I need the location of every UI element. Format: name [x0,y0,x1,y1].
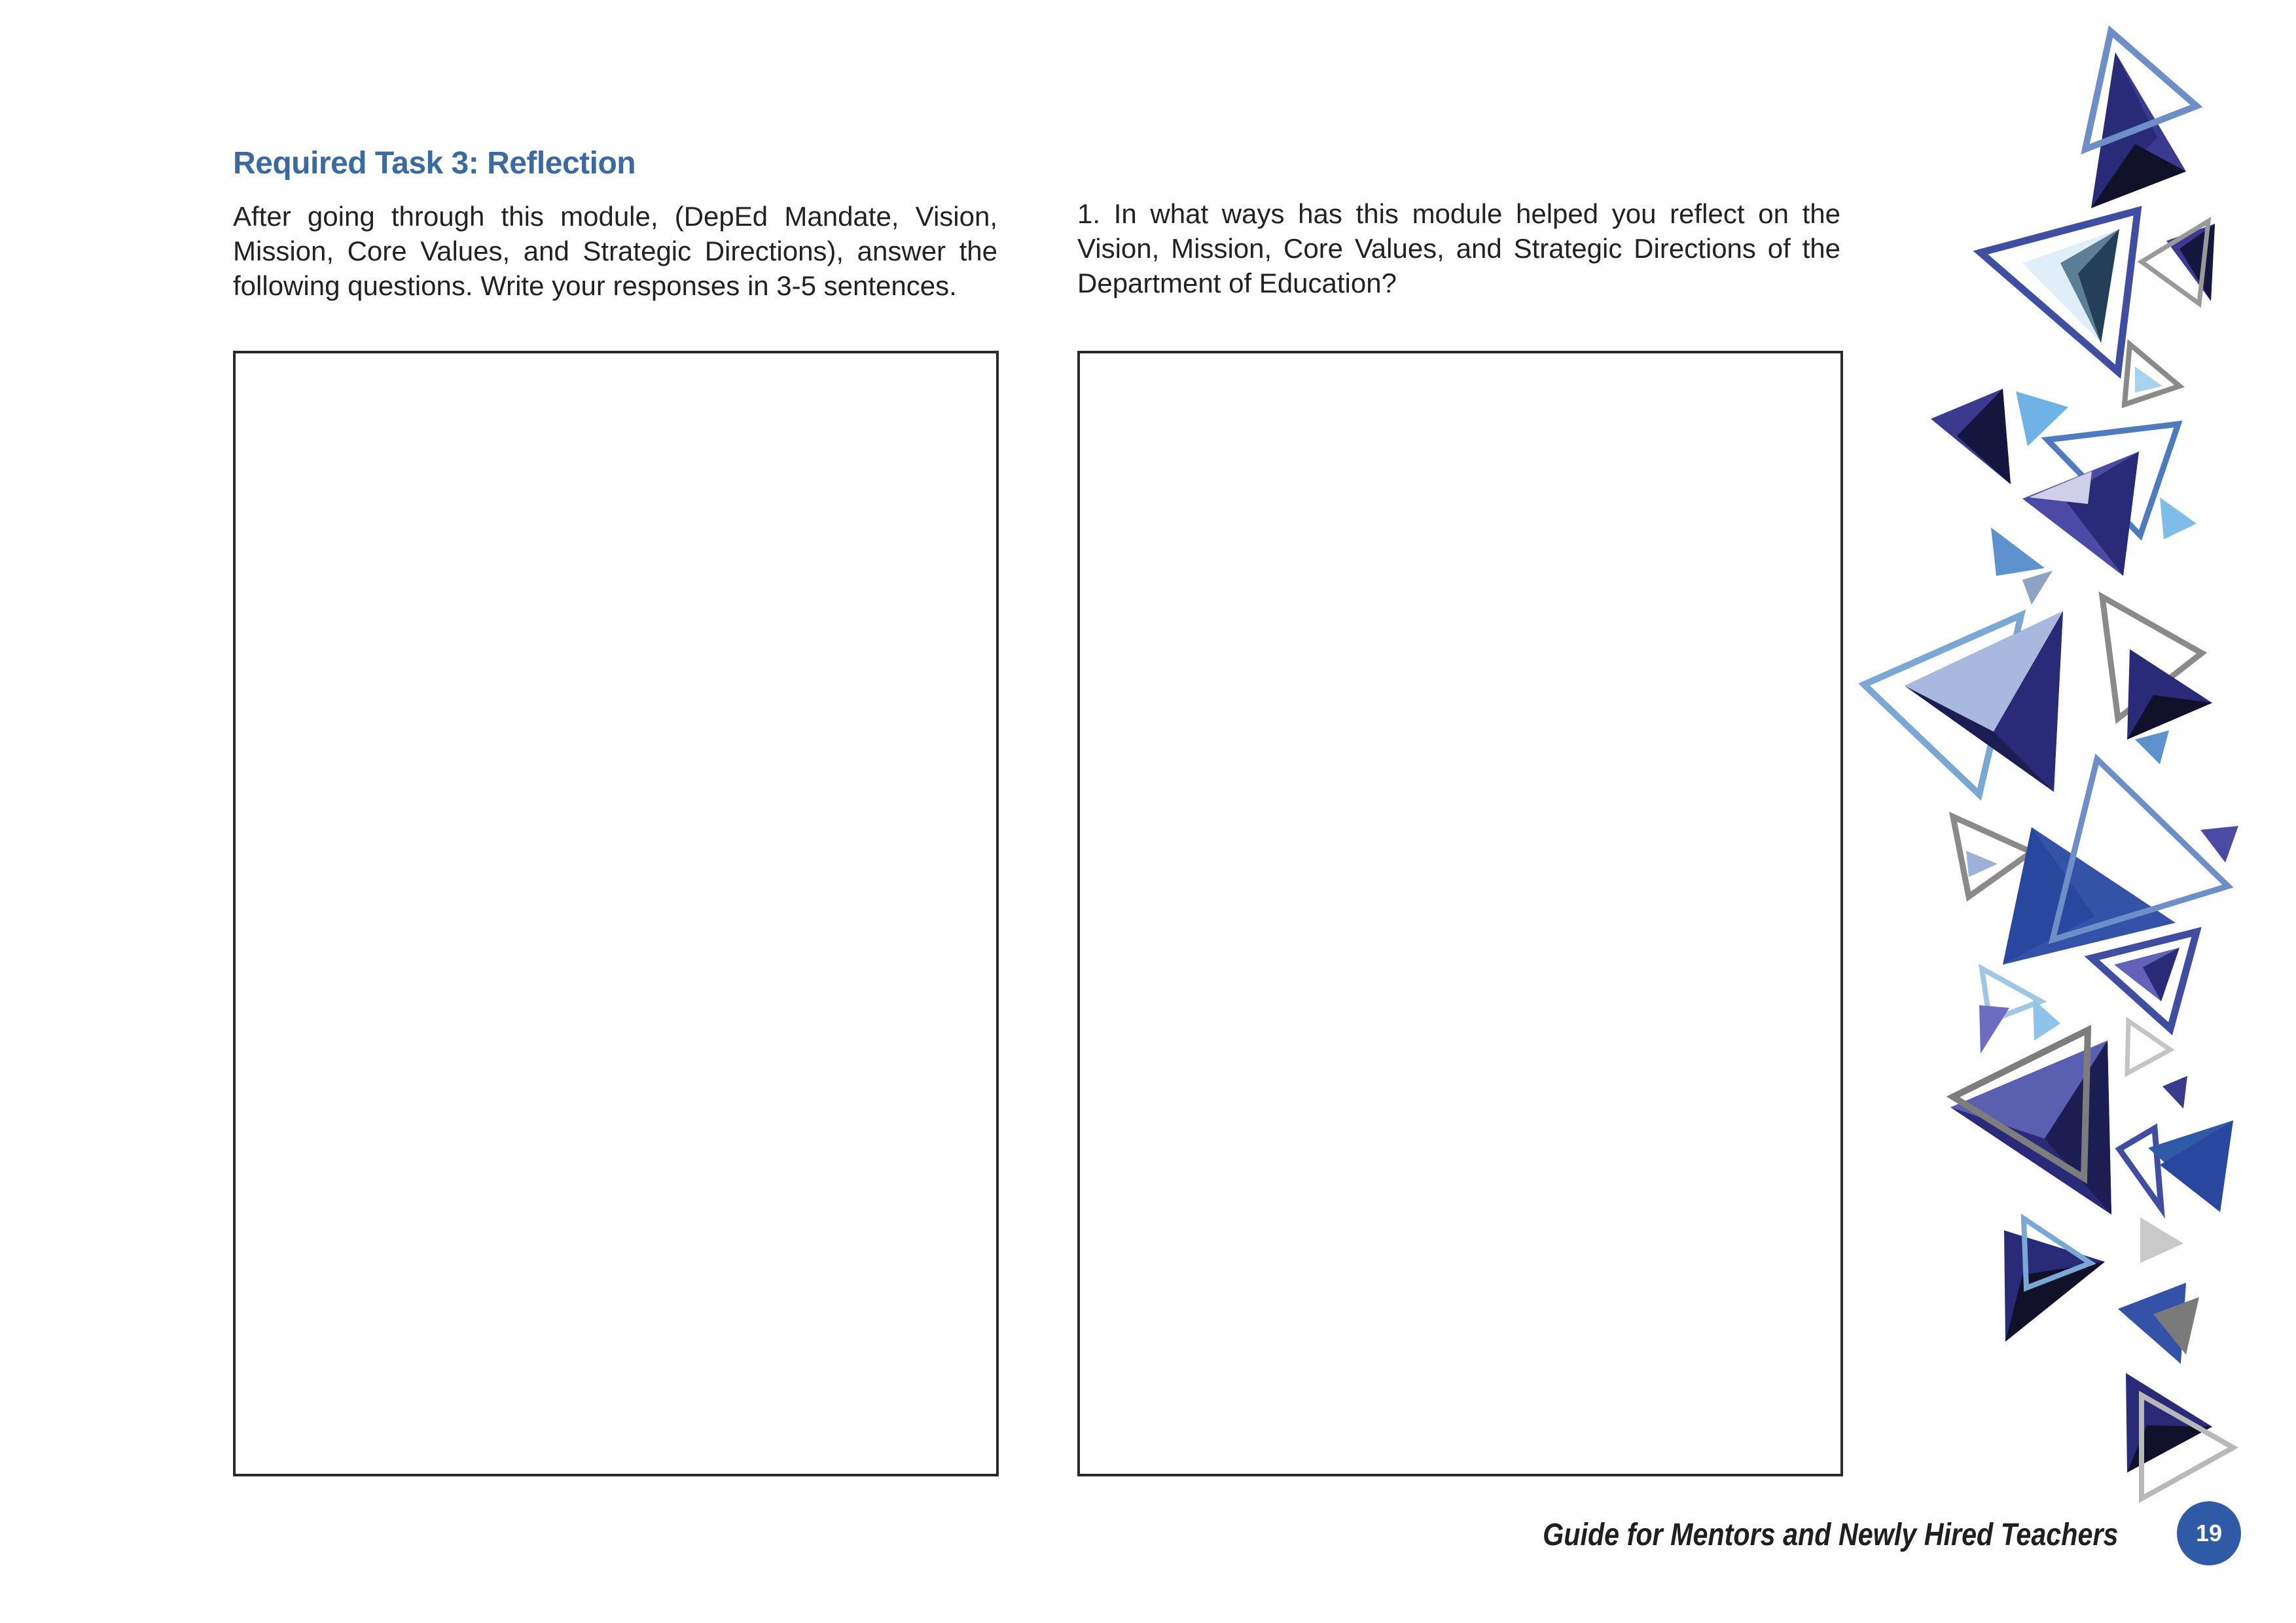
footer-title: Guide for Mentors and Newly Hired Teachers [1542,1518,2118,1552]
instructions-text: After going through this module, (DepEd Mandate, Vision, Mission, Core Values, and Strategic Directions), answer the following questions. Write your responses in 3-5 sentences. [233,201,997,301]
page-number-badge: 19 [2177,1501,2241,1565]
section-heading: Required Task 3: Reflection [233,146,636,181]
response-box-left[interactable] [233,351,999,1476]
decorative-triangles [1833,0,2296,1623]
response-box-right[interactable] [1077,351,1843,1476]
question-text: 1. In what ways has this module helped you reflect on the Vision, Mission, Core Values, and Strategic Directions of the Department of Education? [1077,198,1840,298]
